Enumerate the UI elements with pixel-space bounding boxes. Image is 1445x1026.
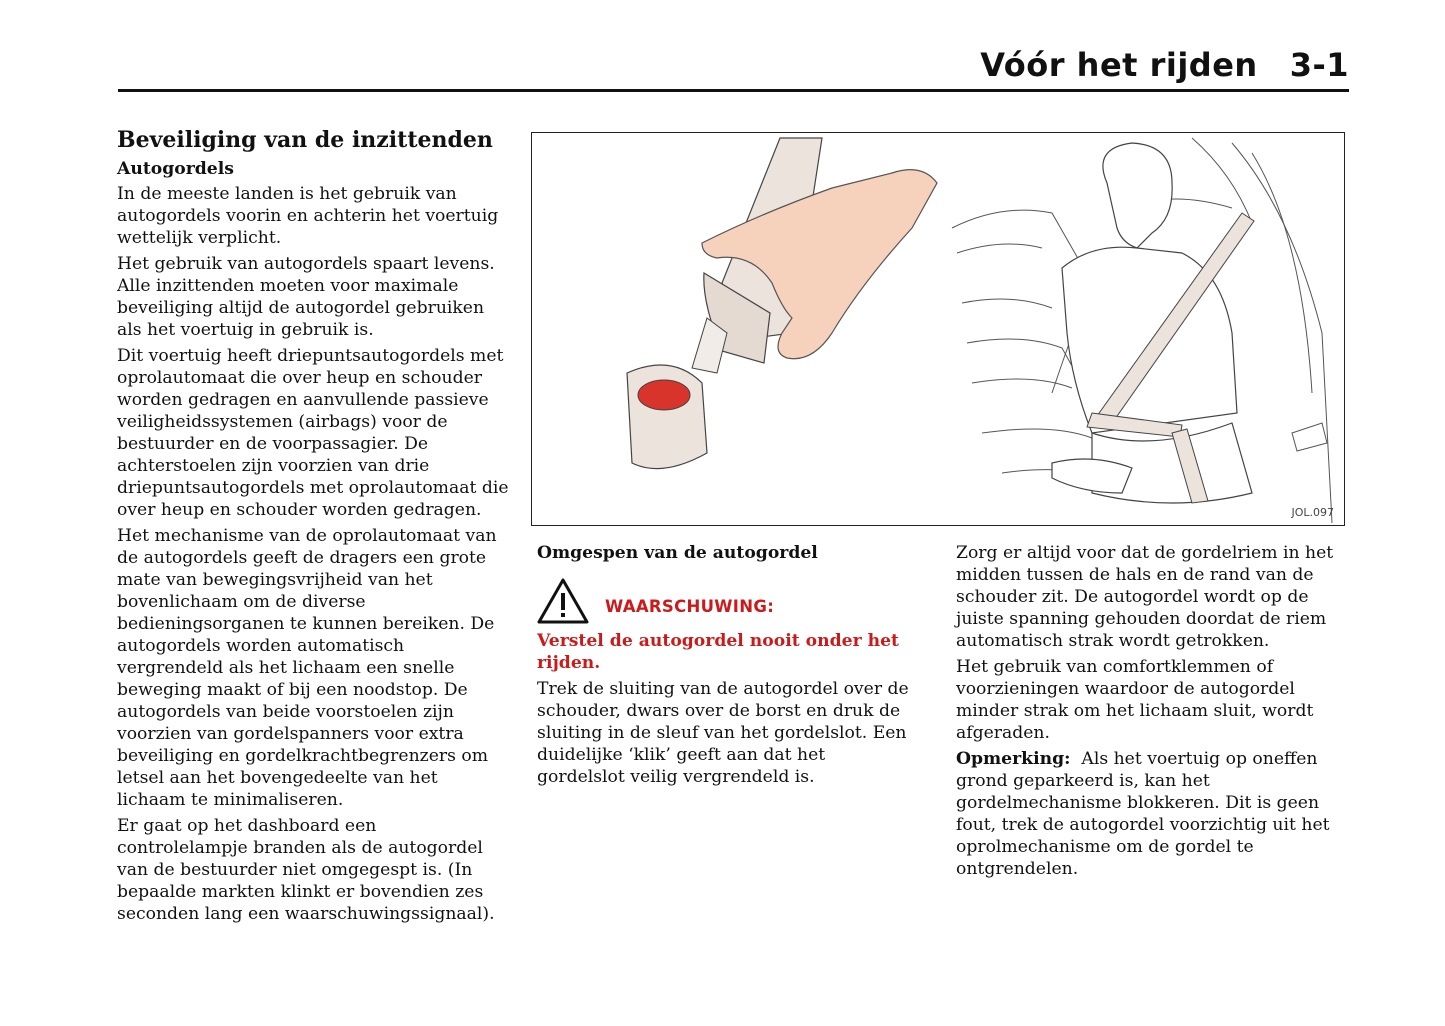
- middle-column: [537, 542, 917, 792]
- note-paragraph: [956, 748, 1350, 880]
- buckling-heading: Omgespen van de autogordel: [537, 543, 818, 563]
- seated-person: [1052, 143, 1252, 503]
- page-header: [980, 46, 1349, 84]
- warning-block: [537, 576, 917, 626]
- right-column: [956, 542, 1350, 884]
- paragraph: Dit voertuig heeft driepuntsautogordels met oprolautomaat die over heup en schouder worden gedragen en aanvullende passieve veiligheidssystemen (airbags) voor de bestuurder en de voorpassagier. De achterstoelen zijn voorzien van drie driepuntsautogordels met oprolautomaat die over heup en schouder worden gedragen.: [117, 346, 509, 520]
- paragraph: Het gebruik van comfortklemmen of voorzieningen waardoor de autogordel minder strak om het lichaam sluit, wordt afgeraden.: [956, 657, 1314, 743]
- left-column: [117, 126, 509, 929]
- paragraph: Trek de sluiting van de autogordel over de schouder, dwars over de borst en druk de sluiting in de sleuf van het gordelslot. Een duidelijke ‘klik’ geeft aan dat het gordelslot veilig vergrendeld is.: [537, 679, 909, 787]
- seatbelt-drawing: [532, 133, 1344, 525]
- section-title: Beveiliging van de inzittenden: [117, 127, 493, 153]
- figure-code: JOL.097: [1291, 506, 1334, 519]
- warning-label: WAARSCHUWING:: [605, 597, 775, 616]
- chapter-title: Vóór het rijden: [980, 46, 1258, 84]
- warning-triangle-icon: [537, 577, 589, 625]
- paragraph: In de meeste landen is het gebruik van autogordels voorin en achterin het voertuig wettelijk verplicht.: [117, 184, 499, 248]
- page-number: 3-1: [1289, 46, 1349, 84]
- paragraph: Het gebruik van autogordels spaart levens. Alle inzittenden moeten voor maximale beveiliging altijd de autogordel gebruiken als het voertuig in gebruik is.: [117, 254, 495, 340]
- header-rule: [118, 89, 1349, 92]
- note-text: Als het voertuig op oneffen grond geparkeerd is, kan het gordelmechanisme blokkeren. Dit is geen fout, trek de autogordel voorzichtig uit het oprolmechanisme om de gordel te ontgrendelen.: [956, 749, 1330, 879]
- seatbelt-illustration: [531, 132, 1345, 526]
- buckle-release-button: [638, 380, 690, 410]
- subsection-title: Autogordels: [117, 159, 234, 179]
- note-label: Opmerking:: [956, 749, 1071, 769]
- warning-text: Verstel de autogordel nooit onder het rijden.: [537, 631, 899, 673]
- paragraph: Er gaat op het dashboard een controlelampje branden als de autogordel van de bestuurder niet omgegespt is. (In bepaalde markten klinkt er bovendien zes seconden lang een waarschuwingssignaal).: [117, 816, 495, 924]
- paragraph: Het mechanisme van de oprolautomaat van de autogordels geeft de dragers een grote mate van bewegingsvrijheid van het bovenlichaam om de diverse bedieningsorganen te kunnen bereiken. De autogordels worden automatisch vergrendeld als het lichaam een snelle beweging maakt of bij een noodstop. De autogordels van beide voorstoelen zijn voorzien van gordelspanners voor extra beveiliging en gordelkrachtbegrenzers om letsel aan het bovengedeelte van het lichaam te minimaliseren.: [117, 526, 497, 810]
- paragraph: Zorg er altijd voor dat de gordelriem in het midden tussen de hals en de rand van de schouder zit. De autogordel wordt op de juiste spanning gehouden doordat de riem automatisch strak wordt getrokken.: [956, 543, 1334, 651]
